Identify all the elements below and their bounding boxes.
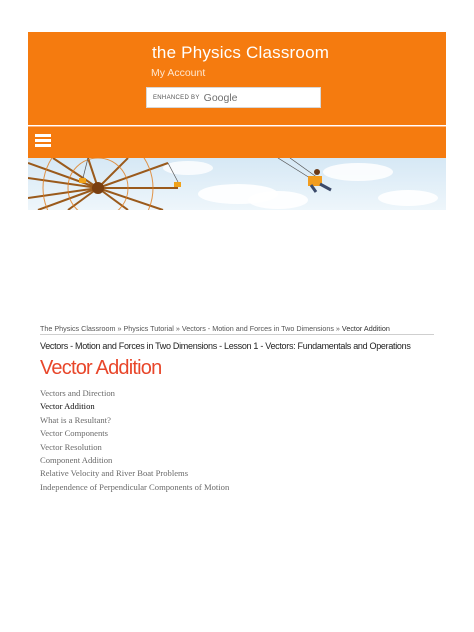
navigation-bar xyxy=(28,126,446,158)
toc-item-what-is-a-resultant[interactable]: What is a Resultant? xyxy=(40,414,111,425)
breadcrumb-tutorial-link[interactable]: Physics Tutorial xyxy=(123,324,174,333)
breadcrumb-divider xyxy=(40,334,434,335)
toc-item-independence-of-components[interactable]: Independence of Perpendicular Components of Motion xyxy=(40,481,230,492)
toc-item-vector-addition[interactable]: Vector Addition xyxy=(40,401,95,412)
search-input[interactable] xyxy=(146,87,321,108)
swing-ride-illustration xyxy=(28,158,446,210)
breadcrumb-separator: » xyxy=(175,324,180,333)
breadcrumb-current: Vector Addition xyxy=(341,324,390,333)
hamburger-menu-icon[interactable] xyxy=(35,134,51,148)
page-title: Vector Addition xyxy=(40,357,162,379)
breadcrumb-separator: » xyxy=(117,324,122,333)
toc-item-component-addition[interactable]: Component Addition xyxy=(40,454,113,465)
toc-item-relative-velocity[interactable]: Relative Velocity and River Boat Problems xyxy=(40,468,189,479)
lesson-path-heading: Vectors - Motion and Forces in Two Dimensions - Lesson 1 - Vectors: Fundamentals and Operations xyxy=(40,341,411,351)
lesson-toc xyxy=(40,387,229,494)
search-enhanced-by-label: ENHANCED BY xyxy=(153,94,200,101)
toc-item-vector-resolution[interactable]: Vector Resolution xyxy=(40,441,102,452)
my-account-link[interactable]: My Account xyxy=(151,67,206,79)
breadcrumb-separator: » xyxy=(335,324,340,333)
header-banner-image xyxy=(28,158,446,210)
breadcrumb-home-link[interactable]: The Physics Classroom xyxy=(40,324,116,333)
toc-item-vectors-and-direction[interactable]: Vectors and Direction xyxy=(40,388,115,398)
site-logo-title[interactable]: the Physics Classroom xyxy=(152,43,330,62)
breadcrumb-chapter-link[interactable]: Vectors - Motion and Forces in Two Dimensions xyxy=(181,324,334,333)
google-logo-text: Google xyxy=(203,91,238,104)
toc-item-vector-components[interactable]: Vector Components xyxy=(40,428,109,439)
breadcrumb xyxy=(40,324,390,333)
